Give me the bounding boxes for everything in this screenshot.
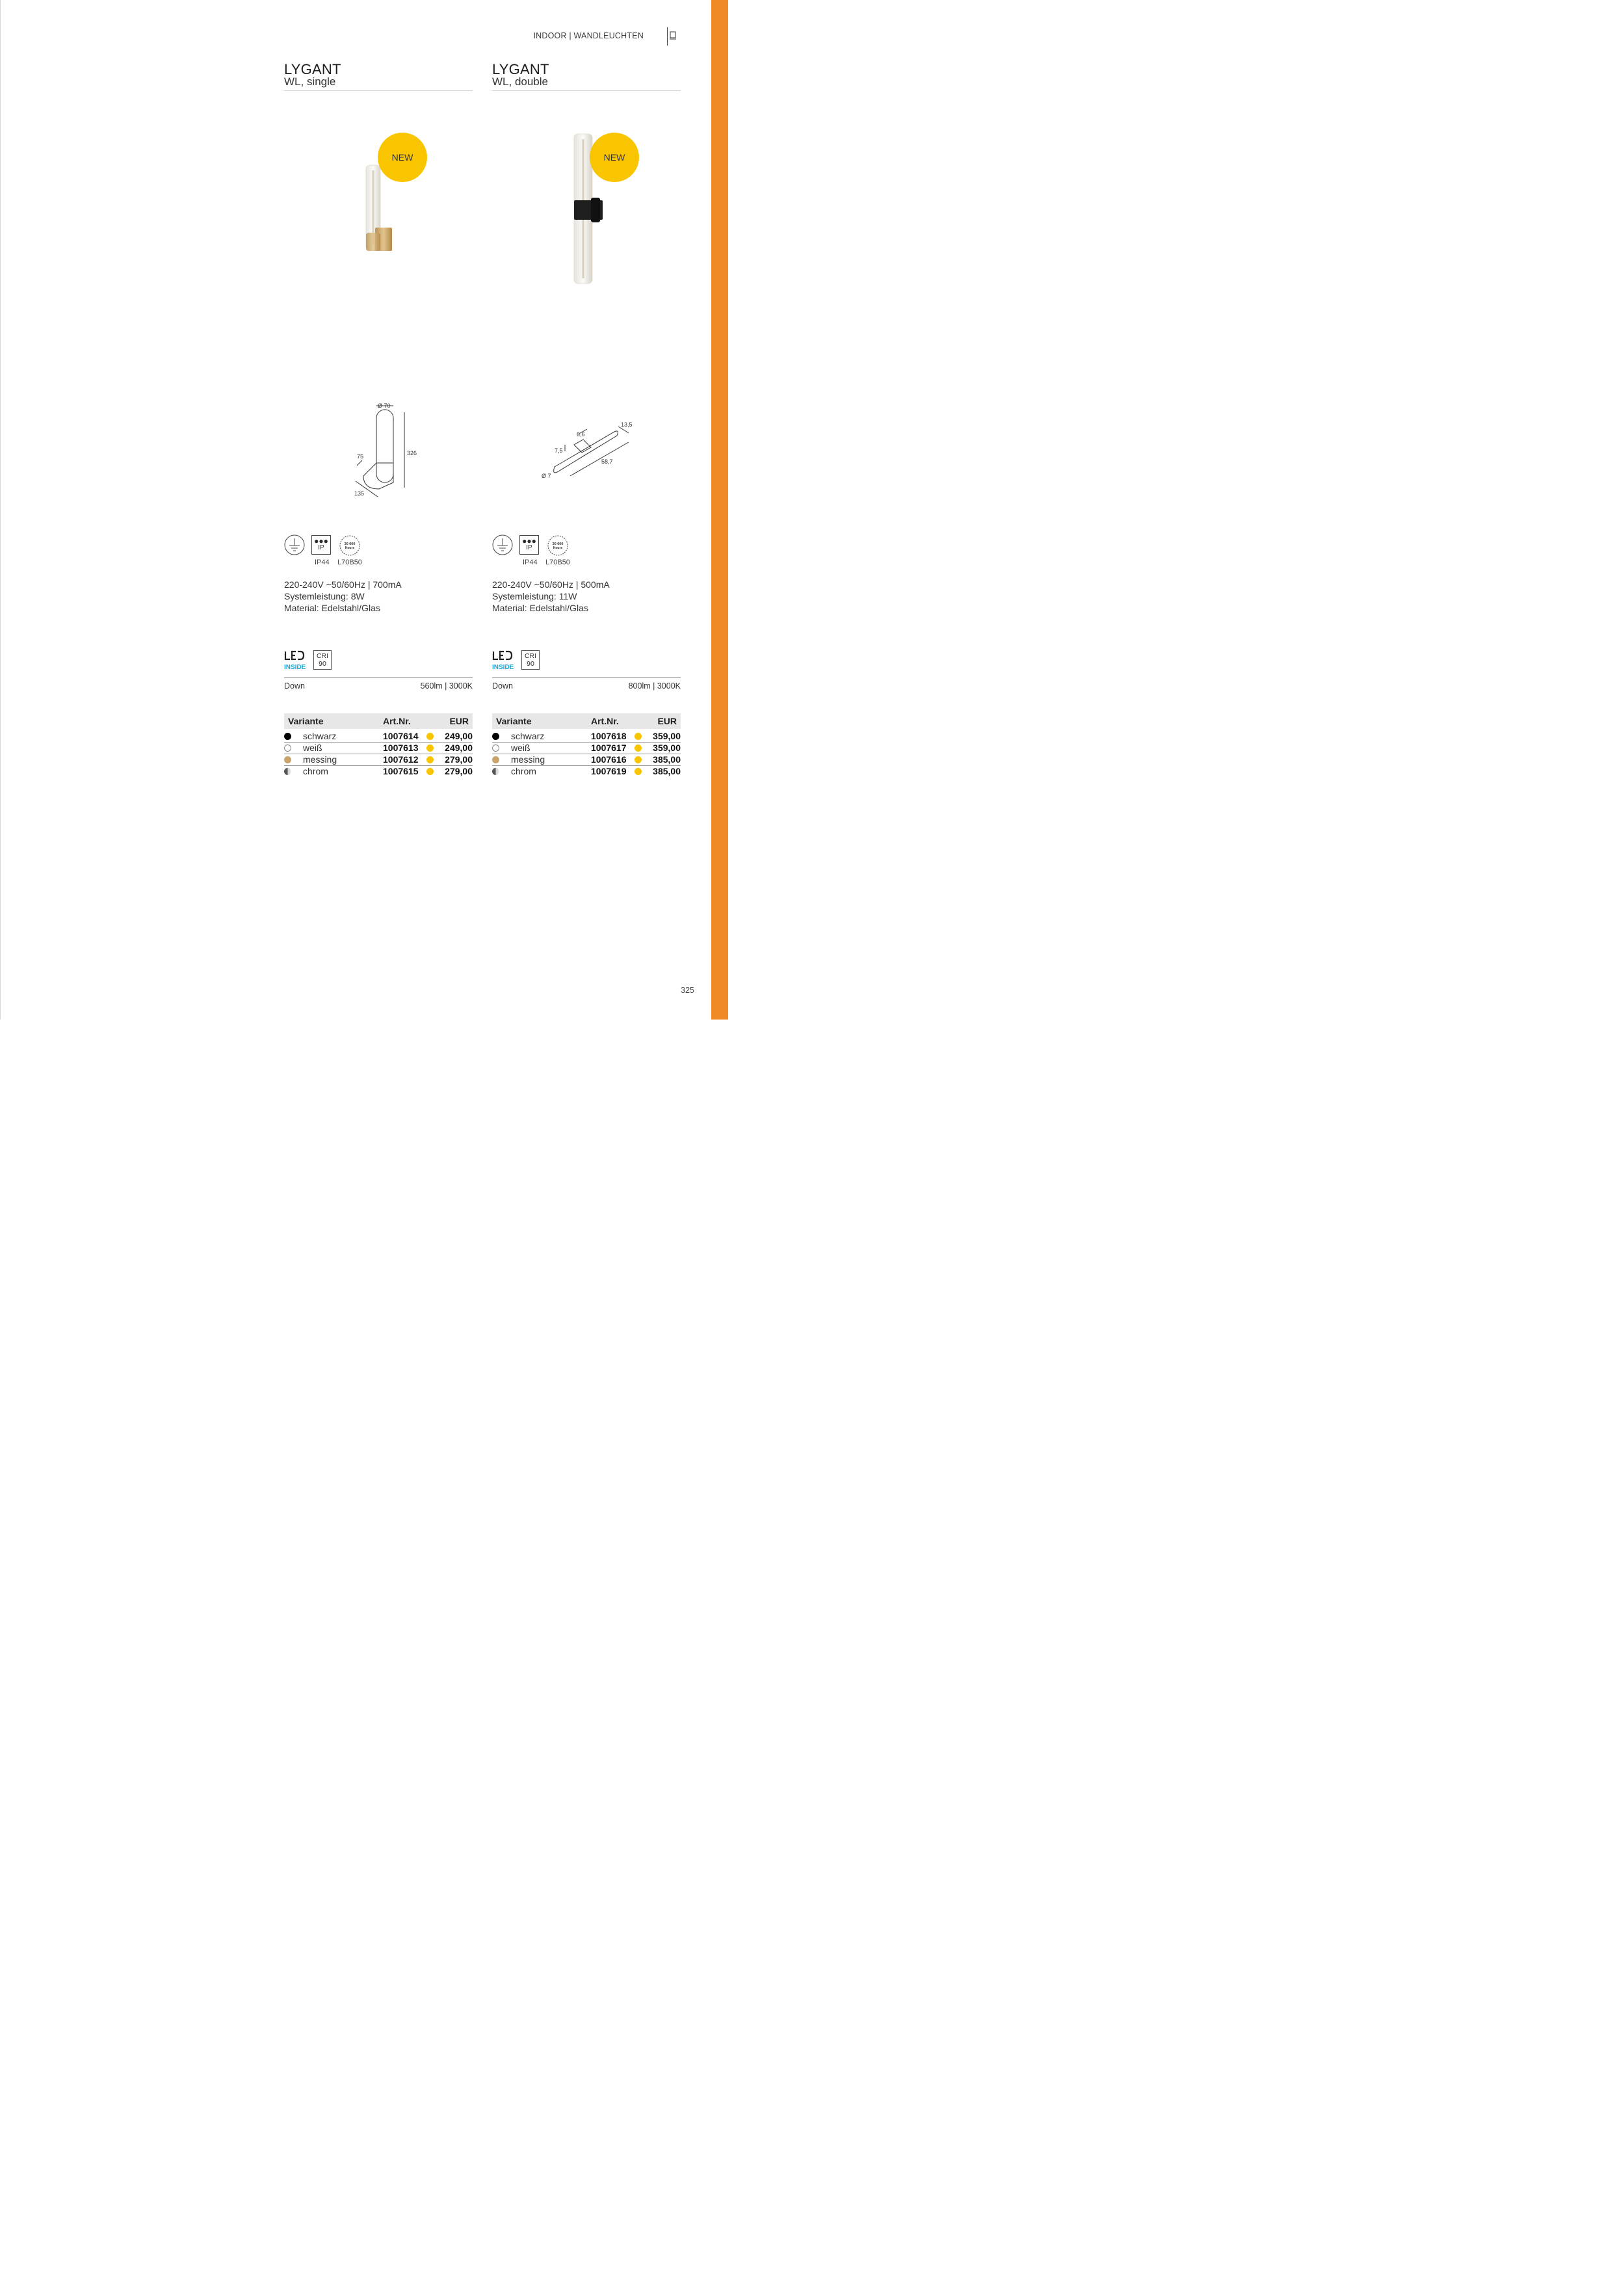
lifetime-hours-icon — [547, 534, 569, 557]
accent-side-bar — [711, 0, 728, 1020]
price: 385,00 — [653, 766, 681, 776]
led-inside-logo — [284, 650, 306, 671]
dim-diameter: Ø 7 — [542, 473, 551, 479]
new-badge: NEW — [590, 133, 639, 182]
lifetime-caption: L70B50 — [337, 559, 362, 566]
svg-text:30 000: 30 000 — [552, 542, 564, 546]
title-divider — [492, 90, 681, 91]
led-inside-logo — [492, 650, 514, 671]
dim-depth: 75 — [357, 453, 364, 460]
section-breadcrumb: INDOOR | WANDLEUCHTEN — [533, 31, 644, 40]
spec-list — [492, 579, 610, 614]
swatch-white — [492, 744, 499, 752]
price-marker — [426, 768, 434, 775]
product-title: LYGANT — [284, 61, 341, 77]
ip-caption: IP44 — [523, 559, 538, 566]
variant-name: weiß — [303, 743, 322, 753]
swatch-brass — [284, 756, 291, 763]
title-divider — [284, 90, 473, 91]
header-variant: Variante — [288, 716, 324, 726]
variant-name: chrom — [303, 766, 328, 776]
spec-electrical: 220-240V ~50/60Hz | 700mA — [284, 579, 402, 590]
price-marker — [426, 756, 434, 763]
left-margin-line — [0, 0, 1, 1020]
swatch-black — [492, 733, 499, 740]
svg-text:30 000: 30 000 — [344, 542, 356, 546]
led-logo-icon — [492, 650, 513, 661]
distribution-label: Down — [284, 681, 305, 691]
price-marker — [635, 733, 642, 740]
price-marker — [635, 744, 642, 752]
distribution-value: 800lm | 3000K — [628, 681, 681, 691]
variant-table-header — [492, 713, 681, 729]
price: 249,00 — [445, 731, 473, 741]
product-subtitle: WL, double — [492, 75, 548, 88]
variant-name: messing — [303, 754, 337, 765]
dim-depth: 13,5 — [621, 421, 633, 428]
dim-diameter: Ø 70 — [378, 402, 391, 409]
article-number: 1007619 — [591, 766, 627, 776]
product-subtitle: WL, single — [284, 75, 336, 88]
price-marker — [426, 733, 434, 740]
protection-class-icon — [284, 534, 305, 555]
swatch-chrome — [284, 768, 291, 775]
variant-name: schwarz — [511, 731, 545, 741]
spec-electrical: 220-240V ~50/60Hz | 500mA — [492, 579, 610, 590]
price: 279,00 — [445, 754, 473, 765]
dim-length: 58,7 — [601, 458, 613, 465]
price: 279,00 — [445, 766, 473, 776]
spec-power: Systemleistung: 11W — [492, 591, 577, 601]
article-number: 1007612 — [383, 754, 419, 765]
table-row — [492, 731, 681, 743]
spec-material: Material: Edelstahl/Glas — [492, 603, 588, 613]
swatch-white — [284, 744, 291, 752]
lifetime-caption: L70B50 — [545, 559, 570, 566]
spec-material: Material: Edelstahl/Glas — [284, 603, 380, 613]
table-row — [284, 766, 473, 778]
svg-text:Hours: Hours — [345, 546, 355, 550]
table-row — [284, 754, 473, 766]
distribution-value: 560lm | 3000K — [420, 681, 473, 691]
article-number: 1007616 — [591, 754, 627, 765]
spec-power: Systemleistung: 8W — [284, 591, 365, 601]
dimension-drawing-double — [538, 419, 635, 484]
dim-mount: 6,6 — [577, 431, 585, 438]
ip-caption: IP44 — [315, 559, 330, 566]
article-number: 1007617 — [591, 743, 627, 753]
price-marker — [426, 744, 434, 752]
swatch-brass — [492, 756, 499, 763]
wall-lamp-icon — [670, 31, 676, 40]
page-number: 325 — [681, 986, 694, 995]
table-row — [492, 754, 681, 766]
article-number: 1007613 — [383, 743, 419, 753]
variant-table-header — [284, 713, 473, 729]
protection-class-icon — [492, 534, 513, 555]
header-divider — [667, 27, 668, 46]
price-marker — [635, 756, 642, 763]
article-number: 1007615 — [383, 766, 419, 776]
price: 359,00 — [653, 743, 681, 753]
table-row — [284, 743, 473, 754]
dim-width: 135 — [354, 490, 365, 497]
header-art-nr: Art.Nr. — [383, 716, 411, 726]
dim-offset: 7,5 — [555, 447, 563, 454]
variant-name: weiß — [511, 743, 530, 753]
price-marker — [635, 768, 642, 775]
cri-badge: CRI 90 — [521, 650, 540, 670]
swatch-chrome — [492, 768, 499, 775]
new-badge: NEW — [378, 133, 427, 182]
variant-name: messing — [511, 754, 545, 765]
svg-text:Hours: Hours — [553, 546, 563, 550]
swatch-black — [284, 733, 291, 740]
ip-rating-icon: ●●● IP — [519, 535, 539, 555]
ip-rating-icon: ●●● IP — [311, 535, 331, 555]
variant-name: chrom — [511, 766, 536, 776]
price: 385,00 — [653, 754, 681, 765]
spec-list — [284, 579, 402, 614]
lifetime-hours-icon — [339, 534, 361, 557]
header-art-nr: Art.Nr. — [591, 716, 619, 726]
dim-height: 326 — [407, 450, 417, 456]
led-inside-label: INSIDE — [284, 664, 306, 671]
table-row — [492, 743, 681, 754]
price: 249,00 — [445, 743, 473, 753]
led-logo-icon — [284, 650, 305, 661]
product-title: LYGANT — [492, 61, 549, 77]
article-number: 1007614 — [383, 731, 419, 741]
article-number: 1007618 — [591, 731, 627, 741]
led-inside-label: INSIDE — [492, 664, 514, 671]
variant-name: schwarz — [303, 731, 337, 741]
dimension-drawing-single — [349, 398, 421, 502]
header-eur: EUR — [657, 716, 677, 726]
cri-badge: CRI 90 — [313, 650, 332, 670]
table-row — [284, 731, 473, 743]
header-variant: Variante — [496, 716, 532, 726]
header-eur: EUR — [449, 716, 469, 726]
table-row — [492, 766, 681, 778]
price: 359,00 — [653, 731, 681, 741]
distribution-label: Down — [492, 681, 513, 691]
